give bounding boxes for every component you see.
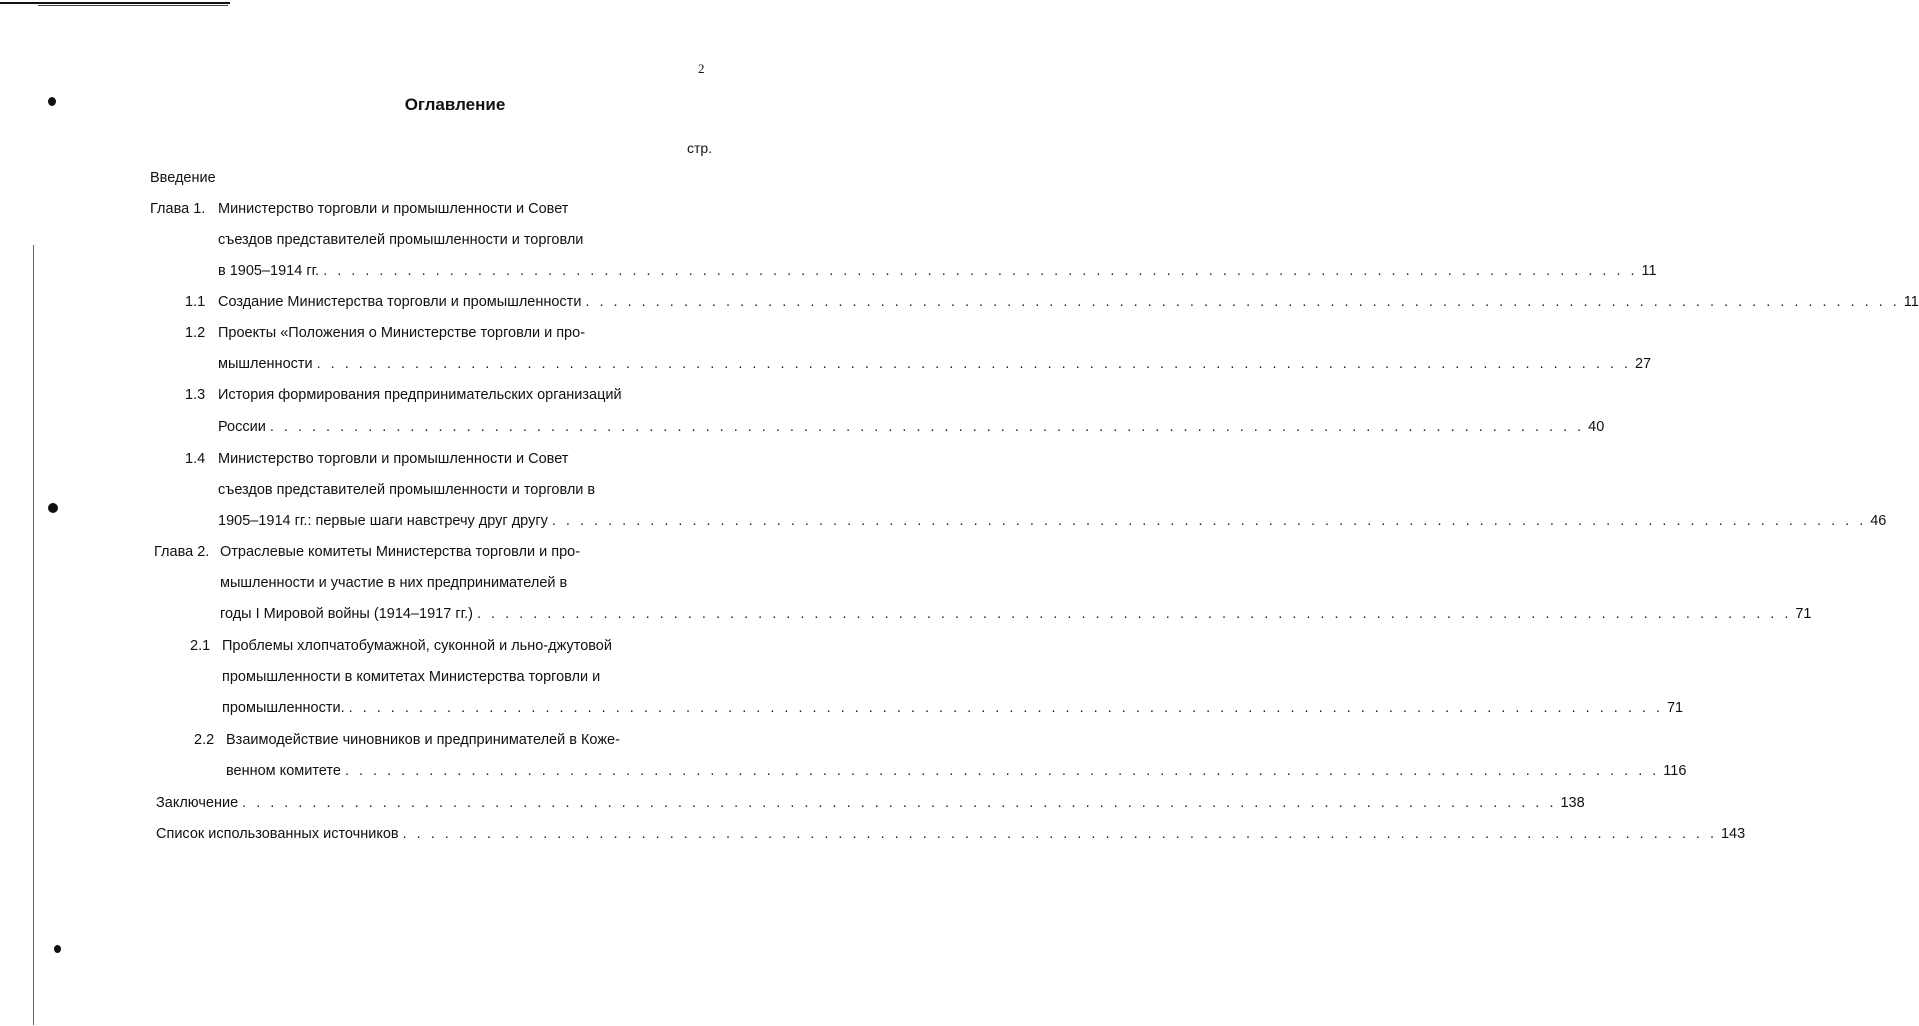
section-number: 1.3: [185, 387, 206, 403]
chapter-2-last-line[interactable]: [220, 605, 1812, 623]
section-title-line[interactable]: Взаимодействие чиновников и предпринимателей в Коже-: [226, 732, 620, 748]
dot-leader: . . . . . . . . . . . . . . . . . . . . . . . . . . . . . . . . . . . . . . . . . . . . . . . . . . . . . . . . . . . . . . . . . . . . . . . . . . . . . . . . . . . . . . . . . . . . . .: [348, 700, 1663, 716]
page-column-label: стр.: [687, 140, 713, 156]
toc-entry-section-1-4[interactable]: [218, 512, 1887, 530]
punch-hole-mark: [48, 503, 58, 513]
section-title-line: Создание Министерства торговли и промышленности: [218, 294, 582, 310]
page-number: 2: [698, 61, 705, 76]
section-title-line: венном комитете: [226, 763, 341, 779]
dot-leader: . . . . . . . . . . . . . . . . . . . . . . . . . . . . . . . . . . . . . . . . . . . . . . . . . . . . . . . . . . . . . . . . . . . . . . . . . . . . . . . . . . . . . . . . . . . . . .: [316, 356, 1631, 372]
page-ref: 46: [1870, 513, 1887, 529]
scan-border-line: [0, 2, 230, 4]
chapter-1-title-line: в 1905–1914 гг.: [218, 263, 320, 279]
punch-hole-mark: [54, 945, 61, 953]
section-number: 2.1: [190, 638, 211, 654]
chapter-1-last-line[interactable]: [218, 262, 1657, 280]
toc-entry-conclusion[interactable]: [156, 794, 1585, 812]
section-number: 1.2: [185, 325, 206, 341]
page-ref: 71: [1795, 606, 1812, 622]
dot-leader: . . . . . . . . . . . . . . . . . . . . . . . . . . . . . . . . . . . . . . . . . . . . . . . . . . . . . . . . . . . . . . . . . . . . . . . . . . . . . . . . . . . . . . . . . . . . . .: [242, 795, 1557, 811]
chapter-2-title-line[interactable]: Отраслевые комитеты Министерства торговли и про-: [220, 544, 581, 560]
page-ref: 138: [1560, 795, 1585, 811]
scan-border-line: [38, 5, 228, 6]
toc-entry-section-1-2[interactable]: [218, 355, 1652, 373]
page-ref: 27: [1634, 356, 1652, 372]
section-title-line[interactable]: История формирования предпринимательских организаций: [218, 387, 622, 403]
page-title: Оглавление: [404, 95, 506, 114]
section-number: 2.2: [194, 732, 215, 748]
section-title-line: 1905–1914 гг.: первые шаги навстречу друг другу: [218, 513, 548, 529]
section-title-line[interactable]: промышленности в комитетах Министерства торговли и: [222, 669, 601, 685]
conclusion-label: Заключение: [156, 795, 239, 811]
page-ref: 143: [1720, 826, 1746, 842]
dot-leader: . . . . . . . . . . . . . . . . . . . . . . . . . . . . . . . . . . . . . . . . . . . . . . . . . . . . . . . . . . . . . . . . . . . . . . . . . . . . . . . . . . . . . . . . . . . . . .: [269, 419, 1585, 435]
page-ref: 11: [1641, 263, 1657, 279]
dot-leader: . . . . . . . . . . . . . . . . . . . . . . . . . . . . . . . . . . . . . . . . . . . . . . . . . . . . . . . . . . . . . . . . . . . . . . . . . . . . . . . . . . . . . . . . . . . . . .: [323, 263, 1638, 279]
page-ref: 40: [1588, 419, 1605, 435]
section-title-line: России: [218, 419, 266, 435]
dot-leader: . . . . . . . . . . . . . . . . . . . . . . . . . . . . . . . . . . . . . . . . . . . . . . . . . . . . . . . . . . . . . . . . . . . . . . . . . . . . . . . . . . . . . . . . . . . . . .: [551, 513, 1867, 529]
chapter-1-title-line[interactable]: Министерство торговли и промышленности и Совет: [218, 201, 569, 217]
toc-entry-introduction[interactable]: Введение: [150, 170, 216, 186]
section-title-line[interactable]: съездов представителей промышленности и торговли в: [218, 482, 596, 498]
chapter-1-label: Глава 1.: [150, 201, 206, 217]
section-title-line[interactable]: Проблемы хлопчатобумажной, суконной и льно-джутовой: [222, 638, 612, 654]
section-number: 1.4: [185, 451, 206, 467]
section-title-line[interactable]: Министерство торговли и промышленности и Совет: [218, 451, 569, 467]
chapter-2-title-line[interactable]: мышленности и участие в них предпринимателей в: [220, 575, 568, 591]
toc-entry-sources[interactable]: [156, 825, 1746, 843]
section-number: 1.1: [185, 294, 206, 310]
dot-leader: . . . . . . . . . . . . . . . . . . . . . . . . . . . . . . . . . . . . . . . . . . . . . . . . . . . . . . . . . . . . . . . . . . . . . . . . . . . . . . . . . . . . . . . . . . . . . .: [477, 606, 1792, 622]
toc-entry-section-1-3[interactable]: [218, 418, 1605, 436]
page-ref: 116: [1663, 763, 1687, 779]
toc-entry-section-1-1[interactable]: [218, 293, 1919, 311]
chapter-2-title-line: годы I Мировой войны (1914–1917 гг.): [220, 606, 473, 622]
dot-leader: . . . . . . . . . . . . . . . . . . . . . . . . . . . . . . . . . . . . . . . . . . . . . . . . . . . . . . . . . . . . . . . . . . . . . . . . . . . . . . . . . . . . . . . . . . . . . .: [402, 826, 1717, 842]
chapter-1-title-line[interactable]: съездов представителей промышленности и торговли: [218, 232, 584, 248]
page-ref: 71: [1666, 700, 1684, 716]
toc-entry-section-2-1[interactable]: [222, 699, 1684, 717]
page-ref: 11: [1903, 294, 1919, 310]
chapter-2-label: Глава 2.: [154, 544, 210, 560]
section-title-line: мышленности: [218, 356, 313, 372]
section-title-line: промышленности.: [222, 700, 345, 716]
section-title-line[interactable]: Проекты «Положения о Министерстве торговли и про-: [218, 325, 586, 341]
dot-leader: . . . . . . . . . . . . . . . . . . . . . . . . . . . . . . . . . . . . . . . . . . . . . . . . . . . . . . . . . . . . . . . . . . . . . . . . . . . . . . . . . . . . . . . . . . . . . .: [344, 763, 1660, 779]
sources-label: Список использованных источников: [156, 826, 399, 842]
scan-left-edge: [33, 245, 34, 1025]
dot-leader: . . . . . . . . . . . . . . . . . . . . . . . . . . . . . . . . . . . . . . . . . . . . . . . . . . . . . . . . . . . . . . . . . . . . . . . . . . . . . . . . . . . . . . . . . . . . . .: [585, 294, 1900, 310]
toc-entry-section-2-2[interactable]: [226, 762, 1687, 780]
